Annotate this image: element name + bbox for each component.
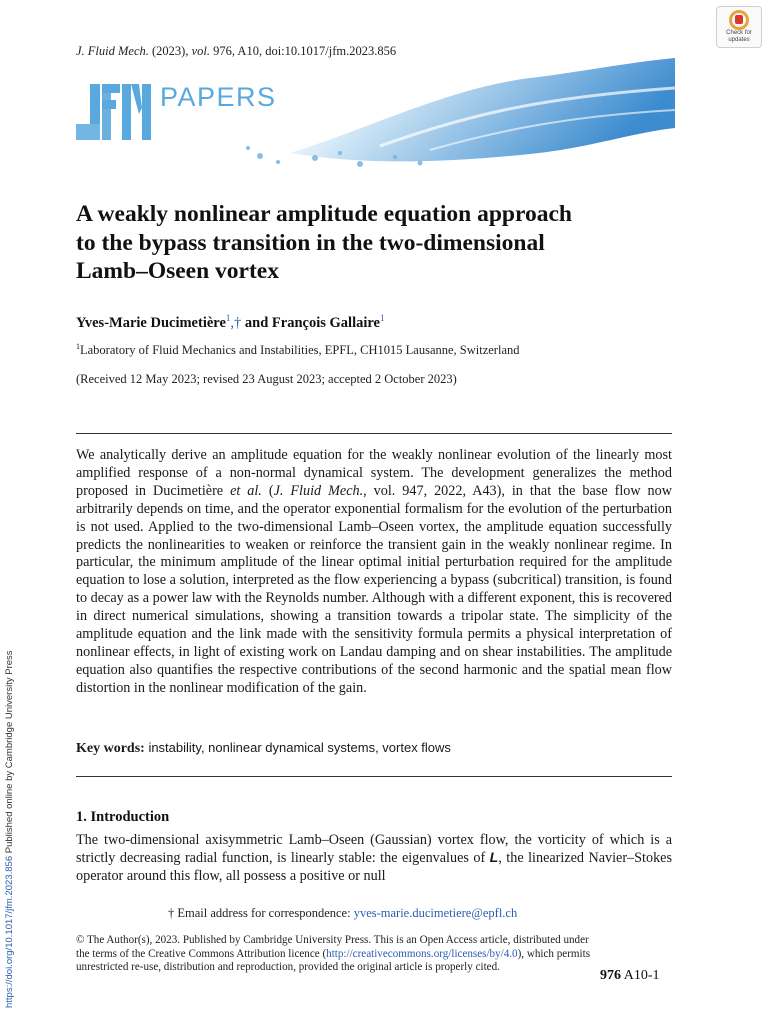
- title-line: A weakly nonlinear amplitude equation approach: [76, 201, 572, 227]
- published-online-text: Published online by Cambridge University Press: [4, 650, 15, 856]
- affiliation-marker[interactable]: 1: [380, 313, 385, 323]
- divider: [76, 776, 672, 777]
- license-link[interactable]: http://creativecommons.org/licenses/by/4.0: [326, 947, 518, 960]
- check-for-updates-badge[interactable]: [716, 6, 762, 48]
- keywords: [76, 740, 451, 757]
- correspondence-marker[interactable]: ,†: [230, 314, 242, 331]
- title-line: to the bypass transition in the two-dimensional: [76, 229, 545, 256]
- doi-link[interactable]: https://doi.org/10.1017/jfm.2023.856: [4, 855, 15, 1008]
- introduction-paragraph: [76, 831, 672, 885]
- author-conjunction: and: [241, 314, 272, 331]
- keywords-list: instability, nonlinear dynamical systems, vortex flows: [144, 740, 451, 755]
- journal-year: (2023),: [148, 44, 192, 58]
- author-list: [76, 313, 385, 332]
- article-page-id: A10-1: [621, 968, 660, 983]
- side-doi-strip: [4, 650, 15, 1008]
- bookmark-icon: [729, 10, 749, 30]
- license-text: ), which permits unrestricted re-use, distribution and reproduction, provided the original article is properly cited.: [76, 947, 591, 973]
- papers-label: PAPERS: [160, 82, 277, 112]
- page-number: [600, 968, 660, 984]
- license-text: © The Author(s), 2023. Published by Cambridge University Press. This is an Open Access article, distributed under the terms of the Creative Commons Attribution licence (: [76, 934, 589, 960]
- abstract-text: (: [261, 482, 274, 499]
- affiliation-text: Laboratory of Fluid Mechanics and Instabilities, EPFL, CH1015 Lausanne, Switzerland: [80, 343, 520, 358]
- author-name: François Gallaire: [271, 314, 380, 331]
- affiliation: [76, 342, 520, 358]
- correspondence-footnote: [168, 906, 517, 921]
- abstract-text: , vol. 947, 2022, A43), in that the base flow now arbitrarily depends on time, and the operator exponential formalism for the evolution of the perturbation is not used. Applied to the two-dimensional Lamb–Oseen vortex, the amplitude equation successfully predicts the nonlinearities to weaken or reinforce the transient gain in the weakly nonlinear regime. In particular, the minimum amplitude of the linear optimal initial perturbation required for the amplitude equation to lose a solution, interpreted as the flow experiencing a bypass (subcritical) transition, is found to decay as a power law with the Reynolds number. Although with a different exponent, this is recovered in direct numerical simulations, showing a transition towards a tripolar state. The simplicity of the amplitude equation and the link made with the sensitivity formula permits a physical interpretation of nonlinear effects, in light of existing work on Landau damping and on shear instabilities. The amplitude equation also quantifies the respective contributions of the second harmonic and the spatial mean flow distortion in the nonlinear modification of the gain.: [76, 482, 672, 696]
- journal-vol-label: vol.: [191, 44, 210, 58]
- article-title: [76, 200, 686, 286]
- affiliation-number: 1: [76, 342, 80, 351]
- journal-citation: [76, 44, 396, 59]
- wave-banner-image: [230, 58, 675, 170]
- check-updates-line1: Check for: [726, 30, 752, 36]
- abstract-text: We analytically derive an amplitude equation for the weakly nonlinear evolution of the linearly most amplified response of a non-normal dynamical system. The development generalizes the method proposed in Ducimetière: [76, 447, 672, 499]
- abstract: [76, 447, 672, 698]
- title-line: Lamb–Oseen vortex: [76, 258, 279, 284]
- received-dates: (Received 12 May 2023; revised 23 August 2023; accepted 2 October 2023): [76, 372, 457, 386]
- journal-abbrev: J. Fluid Mech.: [76, 44, 149, 58]
- license-notice: [76, 934, 596, 975]
- operator-symbol: L: [489, 850, 499, 866]
- section-heading: 1. Introduction: [76, 809, 170, 825]
- author-name: Yves-Marie Ducimetière: [76, 314, 226, 331]
- abstract-journal-ref: J. Fluid Mech.: [273, 482, 364, 499]
- keywords-label: Key words:: [76, 741, 145, 756]
- volume-number: 976: [600, 968, 621, 983]
- intro-text: The two-dimensional axisymmetric Lamb–Oseen (Gaussian) vortex flow, the vorticity of which is a strictly decreasing radial function, is linearly stable: the eigenvalues of: [76, 832, 672, 866]
- jfm-logo: [76, 80, 152, 144]
- divider: [76, 433, 672, 434]
- affiliation-marker[interactable]: 1: [225, 313, 231, 323]
- check-updates-line2: updates: [728, 37, 750, 43]
- footnote-text: † Email address for correspondence:: [168, 906, 354, 920]
- email-link[interactable]: yves-marie.ducimetiere@epfl.ch: [353, 906, 518, 920]
- abstract-etal: et al.: [230, 482, 262, 499]
- journal-doi: 976, A10, doi:10.1017/jfm.2023.856: [210, 44, 397, 58]
- intro-text: , the linearized Navier–Stokes operator around this flow, all possess a positive or null: [76, 850, 672, 884]
